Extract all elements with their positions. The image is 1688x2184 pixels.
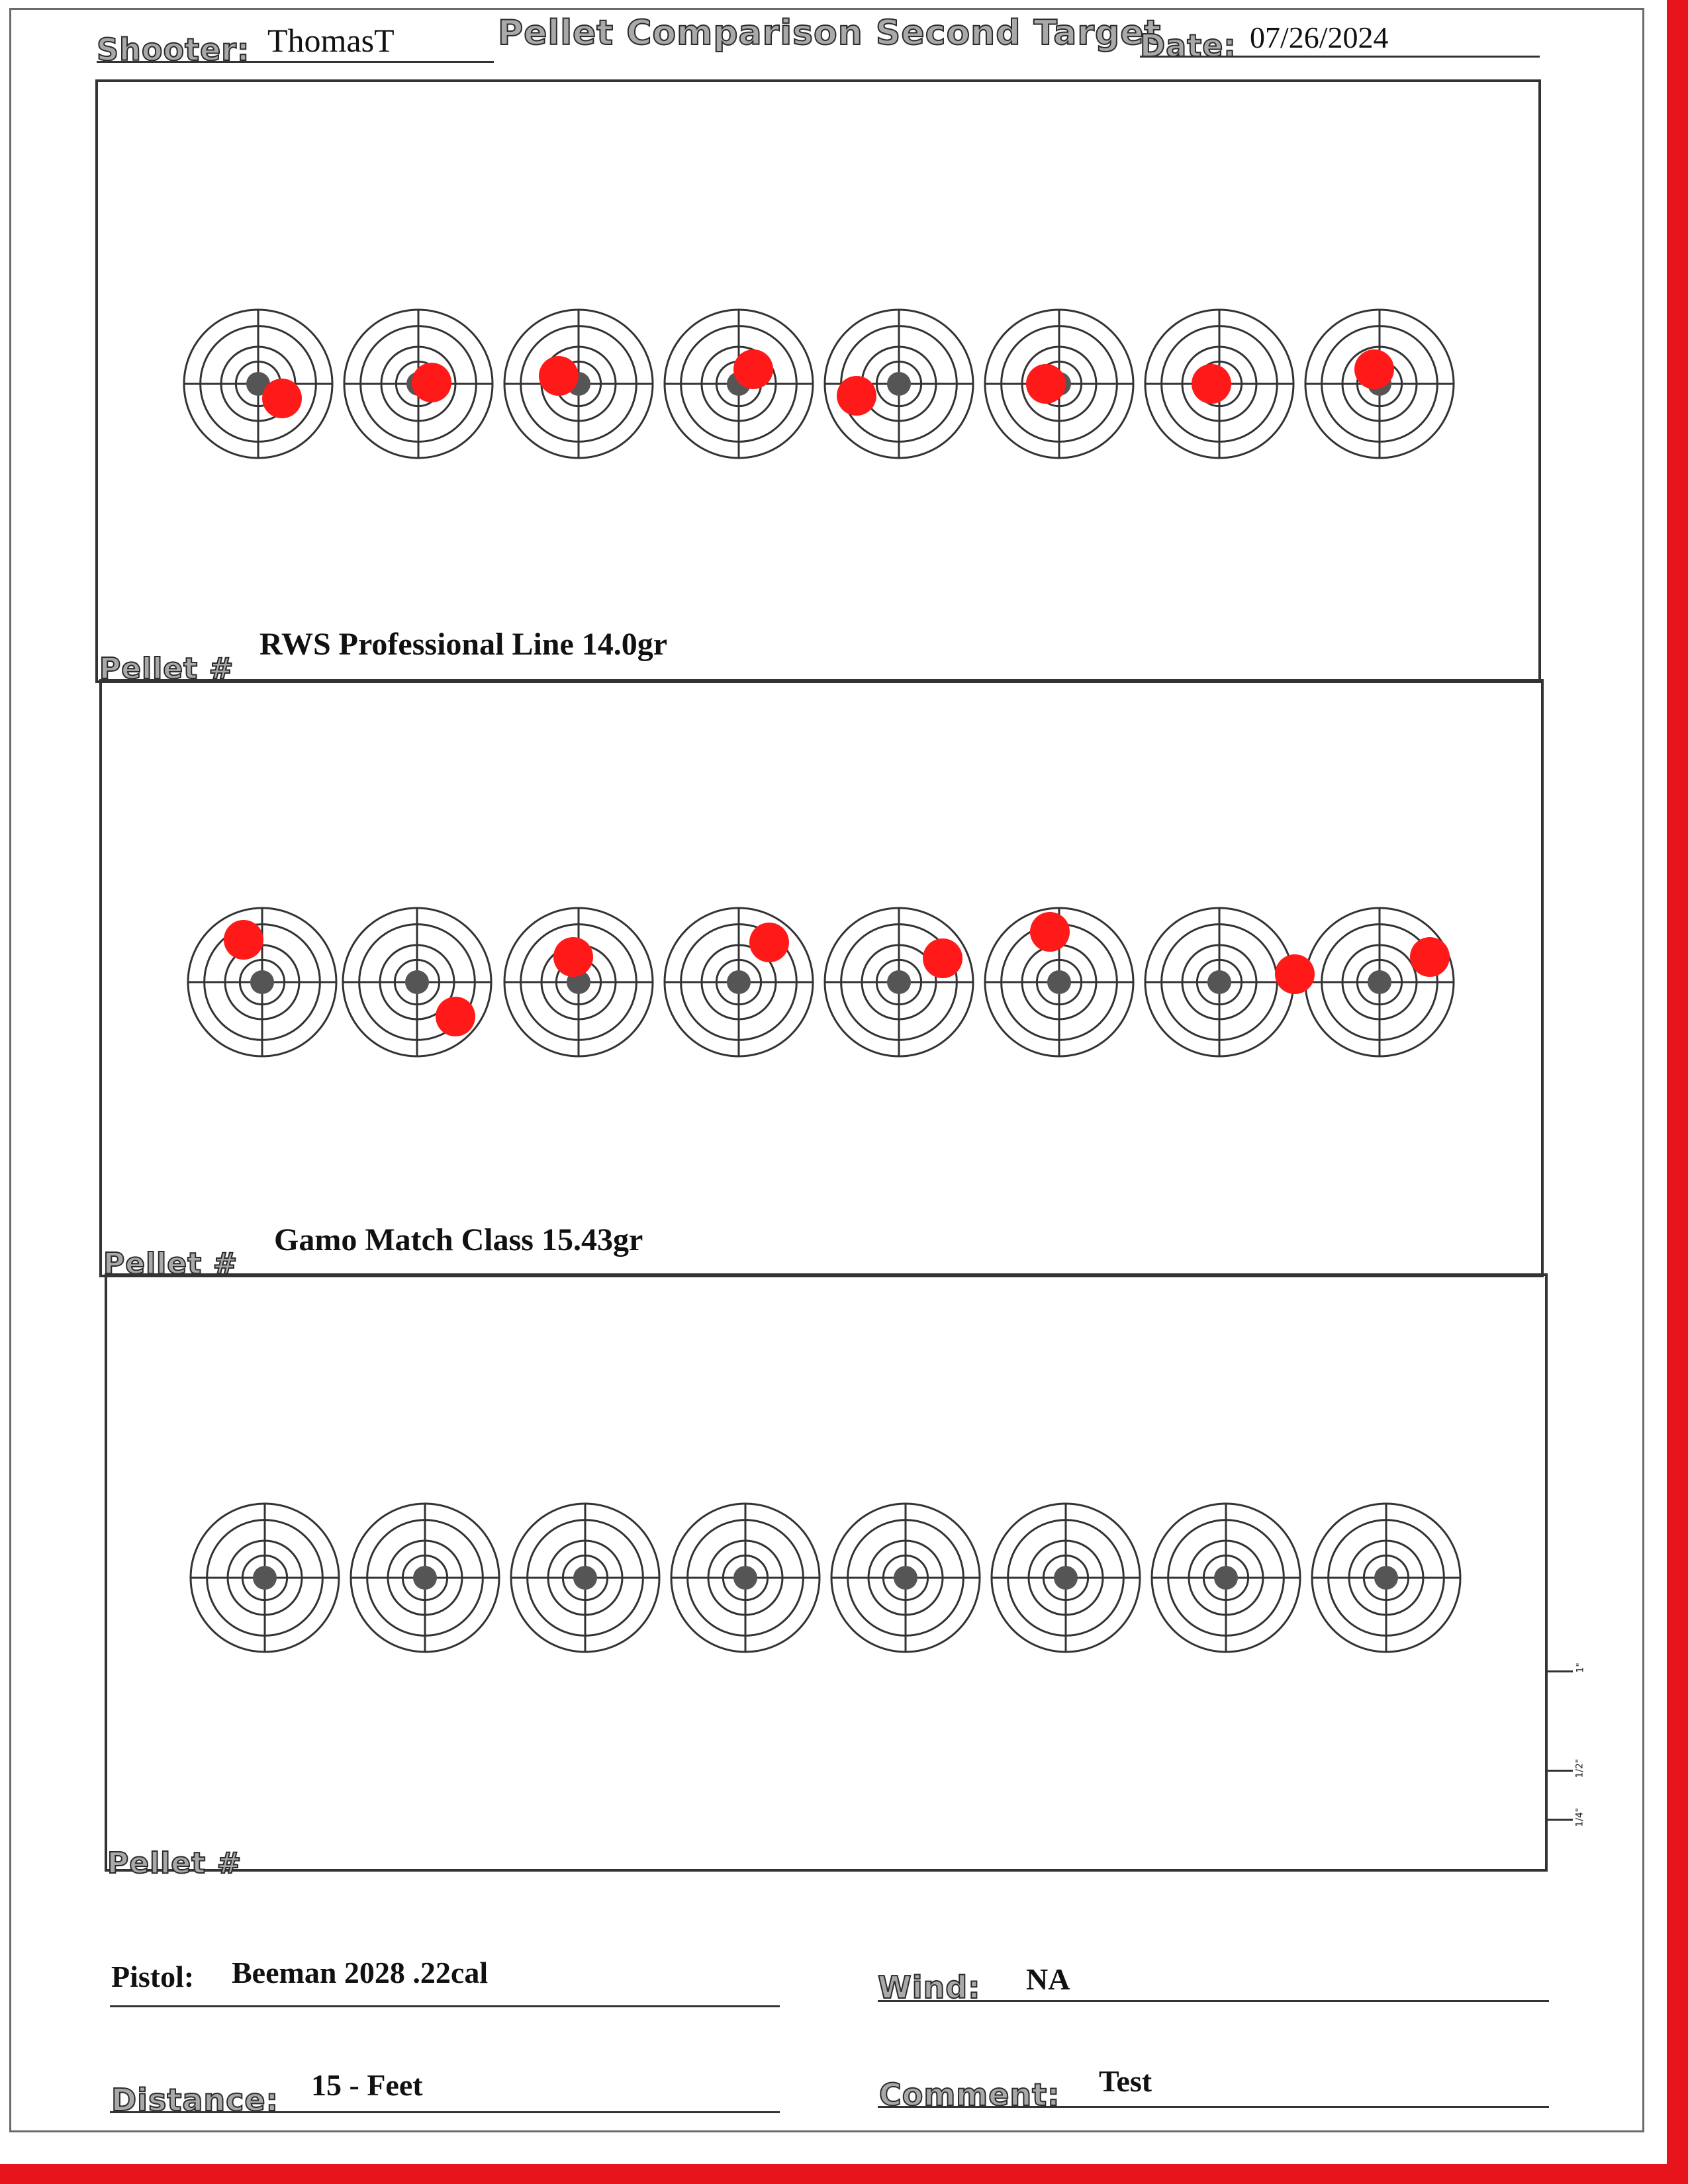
target-center-dot [894,1566,917,1590]
target-center-dot [1368,970,1391,994]
target-center-dot [727,970,751,994]
pistol-line [110,2005,780,2007]
bullseye-target [343,908,491,1056]
date-label: Date: [1140,28,1237,64]
bullseye-target [1312,1504,1460,1652]
bullseye-target [188,908,336,1056]
distance-line [110,2111,780,2113]
bullseye-target [831,1504,980,1652]
wind-value: NA [1026,1962,1070,1996]
bullseye-target [1305,908,1454,1056]
pellet-value-2: Gamo Match Class 15.43gr [274,1222,643,1257]
wind-label: Wind: [878,1970,981,2005]
pellet-impact-tear [421,365,450,394]
target-center-dot [413,1566,437,1590]
pellet-impact-tear [1039,915,1068,944]
pellet-impact-tear [1201,367,1230,396]
shooter-value: ThomasT [267,22,395,59]
pellet-impact-tear [759,925,788,954]
comment-value: Test [1099,2064,1152,2098]
pellet-impact-tear [846,379,875,408]
pellet-label-1: Pellet # [99,652,234,686]
ruler-label-quarter-in: 1/4" [1574,1807,1585,1827]
bullseye-target [1145,908,1293,1056]
date-value: 07/26/2024 [1250,21,1389,54]
pellet-impact-tear [1284,957,1313,986]
bullseye-target [1152,1504,1300,1652]
target-center-dot [1374,1566,1398,1590]
pellet-impact-tear [445,999,474,1028]
bullseye-target [504,908,653,1056]
bullseye-target [504,310,653,458]
bullseye-target [184,310,332,458]
distance-label: Distance: [111,2082,279,2118]
page-title: Pellet Comparison Second Target [498,13,1162,53]
target-center-dot [887,372,911,396]
target-center-dot [405,970,429,994]
pellet-value-1: RWS Professional Line 14.0gr [259,627,668,662]
pistol-label: Pistol: [111,1960,195,1993]
pellet-impact-tear [743,352,772,381]
pellet-impact-tear [233,923,262,952]
bullseye-target [665,310,813,458]
target-center-dot [1214,1566,1238,1590]
bullseye-target [992,1504,1140,1652]
pellet-impact-tear [1419,940,1448,969]
pellet-impact-tear [548,359,577,388]
bullseye-target [191,1504,339,1652]
target-center-dot [1047,970,1071,994]
target-center-dot [250,970,274,994]
comment-label: Comment: [879,2077,1060,2113]
pellet-impact-tear [271,381,301,410]
pellet-impact-tear [1035,367,1064,396]
bullseye-target [671,1504,820,1652]
target-center-dot [1054,1566,1078,1590]
ruler-label-1in: 1" [1575,1662,1586,1673]
pellet-impact-tear [932,941,961,970]
ruler-label-half-in: 1/2" [1574,1758,1585,1778]
target-center-dot [733,1566,757,1590]
shooter-label: Shooter: [97,32,250,68]
target-center-dot [253,1566,277,1590]
target-center-dot [887,970,911,994]
distance-value: 15 - Feet [311,2068,423,2102]
pellet-label-3: Pellet # [107,1846,242,1880]
pellet-label-2: Pellet # [103,1247,238,1281]
comment-line [878,2106,1549,2108]
pellet-impact-tear [1364,352,1393,381]
pistol-value: Beeman 2028 .22cal [232,1956,489,1989]
target-center-dot [1207,970,1231,994]
target-center-dot [573,1566,597,1590]
pellet-impact-tear [563,940,592,969]
bullseye-target [665,908,813,1056]
wind-line [878,2000,1549,2002]
bullseye-target [511,1504,659,1652]
bullseye-target [825,908,973,1056]
bullseye-target [351,1504,499,1652]
